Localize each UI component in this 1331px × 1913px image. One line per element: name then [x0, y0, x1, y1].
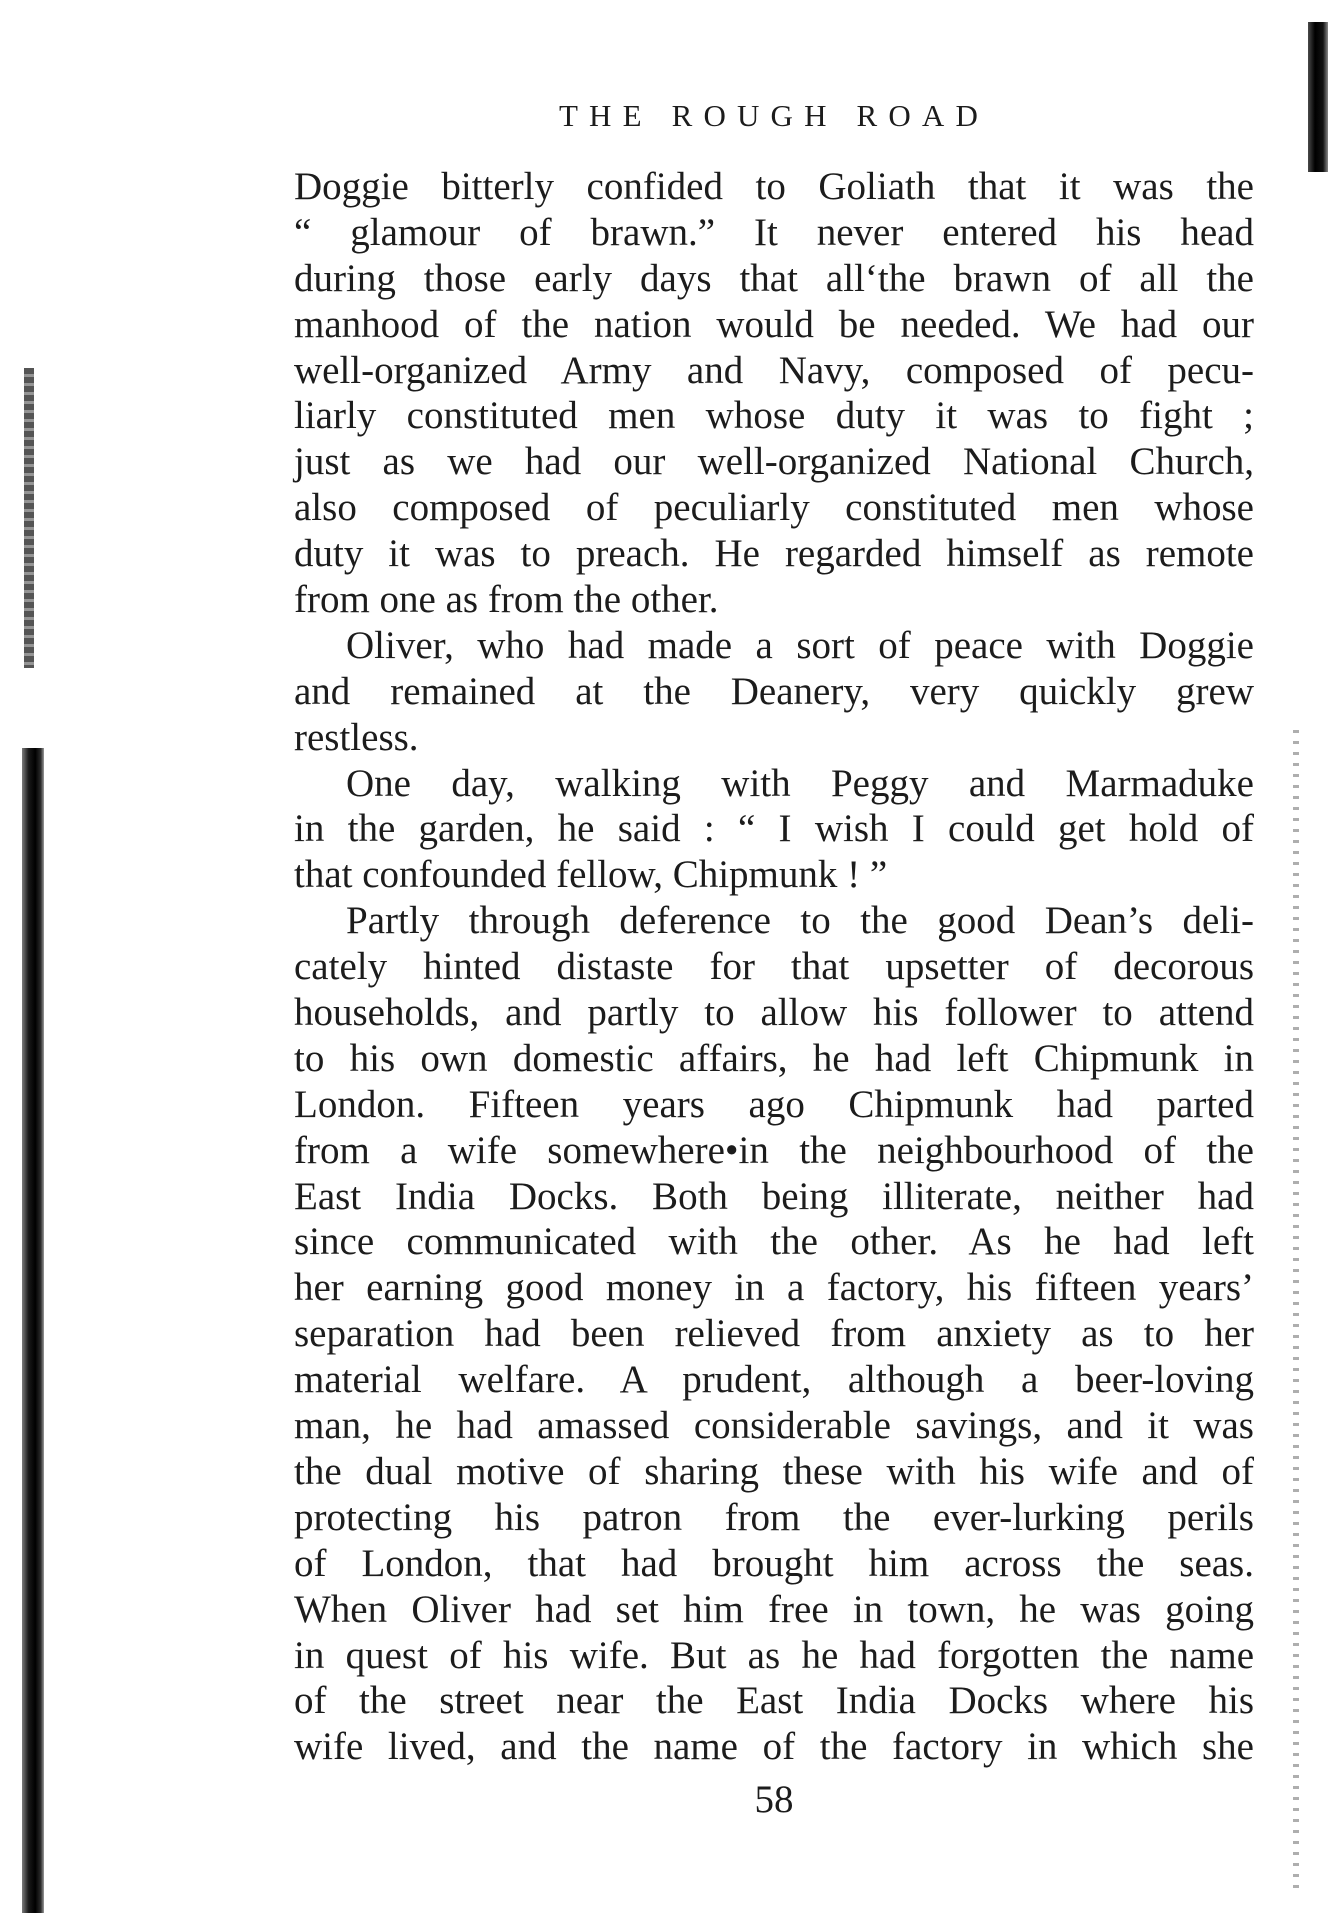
text-line: the dual motive of sharing these with his wife and of: [294, 1449, 1254, 1493]
text-line: during those early days that allʻthe brawn of all the: [294, 256, 1254, 300]
page-number: 58: [754, 1778, 794, 1821]
text-line: from one as from the other.: [294, 578, 719, 622]
running-head: THE ROUGH ROAD: [558, 98, 990, 133]
text-line: separation had been relieved from anxiety as to her: [294, 1312, 1254, 1356]
text-line: material welfare. A prudent, although a beer-loving: [294, 1358, 1254, 1402]
text-line: to his own domestic affairs, he had left Chipmunk in: [294, 1036, 1254, 1080]
text-line: households, and partly to allow his follower to attend: [294, 991, 1254, 1035]
text-line: duty it was to preach. He regarded himself as remote: [294, 532, 1254, 576]
text-line: liarly constituted men whose duty it was to fight ;: [294, 394, 1254, 438]
text-line: of the street near the East India Docks where his: [294, 1679, 1254, 1723]
text-line: also composed of peculiarly constituted men whose: [294, 486, 1254, 530]
text-line: restless.: [294, 715, 419, 759]
body-text: [294, 164, 1254, 1770]
text-line: that confounded fellow, Chipmunk ! ”: [294, 853, 888, 897]
scan-edge-right: [1308, 22, 1328, 172]
text-line: manhood of the nation would be needed. We had our: [294, 302, 1254, 346]
text-line: in quest of his wife. But as he had forgotten the name: [294, 1633, 1254, 1677]
text-line: since communicated with the other. As he had left: [294, 1220, 1254, 1264]
text-line: Partly through deference to the good Dean’s deli-: [346, 899, 1254, 943]
text-line: protecting his patron from the ever-lurking perils: [294, 1495, 1254, 1539]
text-line: of London, that had brought him across the seas.: [294, 1541, 1254, 1585]
scan-edge-left: [22, 748, 44, 1913]
text-line: “ glamour of brawn.” It never entered his head: [294, 210, 1254, 254]
text-line: in the garden, he said : “ I wish I could get hold of: [294, 807, 1254, 851]
scan-edge-left-upper: [24, 368, 34, 668]
text-line: One day, walking with Peggy and Marmaduke: [346, 761, 1254, 805]
text-line: When Oliver had set him free in town, he was going: [294, 1587, 1254, 1631]
scan-edge-right-speckle: [1293, 730, 1299, 1890]
text-line: Oliver, who had made a sort of peace with Doggie: [346, 623, 1254, 667]
text-line: her earning good money in a factory, his fifteen years’: [294, 1266, 1254, 1310]
text-line: wife lived, and the name of the factory in which she: [294, 1725, 1254, 1769]
text-line: from a wife somewhere•in the neighbourhood of the: [294, 1128, 1254, 1172]
text-line: and remained at the Deanery, very quickly grew: [294, 669, 1254, 713]
text-line: cately hinted distaste for that upsetter of decorous: [294, 945, 1254, 989]
text-line: man, he had amassed considerable savings, and it was: [294, 1404, 1254, 1448]
text-line: just as we had our well-organized National Church,: [294, 440, 1254, 484]
text-line: well-organized Army and Navy, composed of pecu-: [294, 348, 1254, 392]
text-line: East India Docks. Both being illiterate, neither had: [294, 1174, 1254, 1218]
text-line: Doggie bitterly confided to Goliath that it was the: [294, 165, 1254, 208]
text-line: London. Fifteen years ago Chipmunk had parted: [294, 1082, 1254, 1126]
